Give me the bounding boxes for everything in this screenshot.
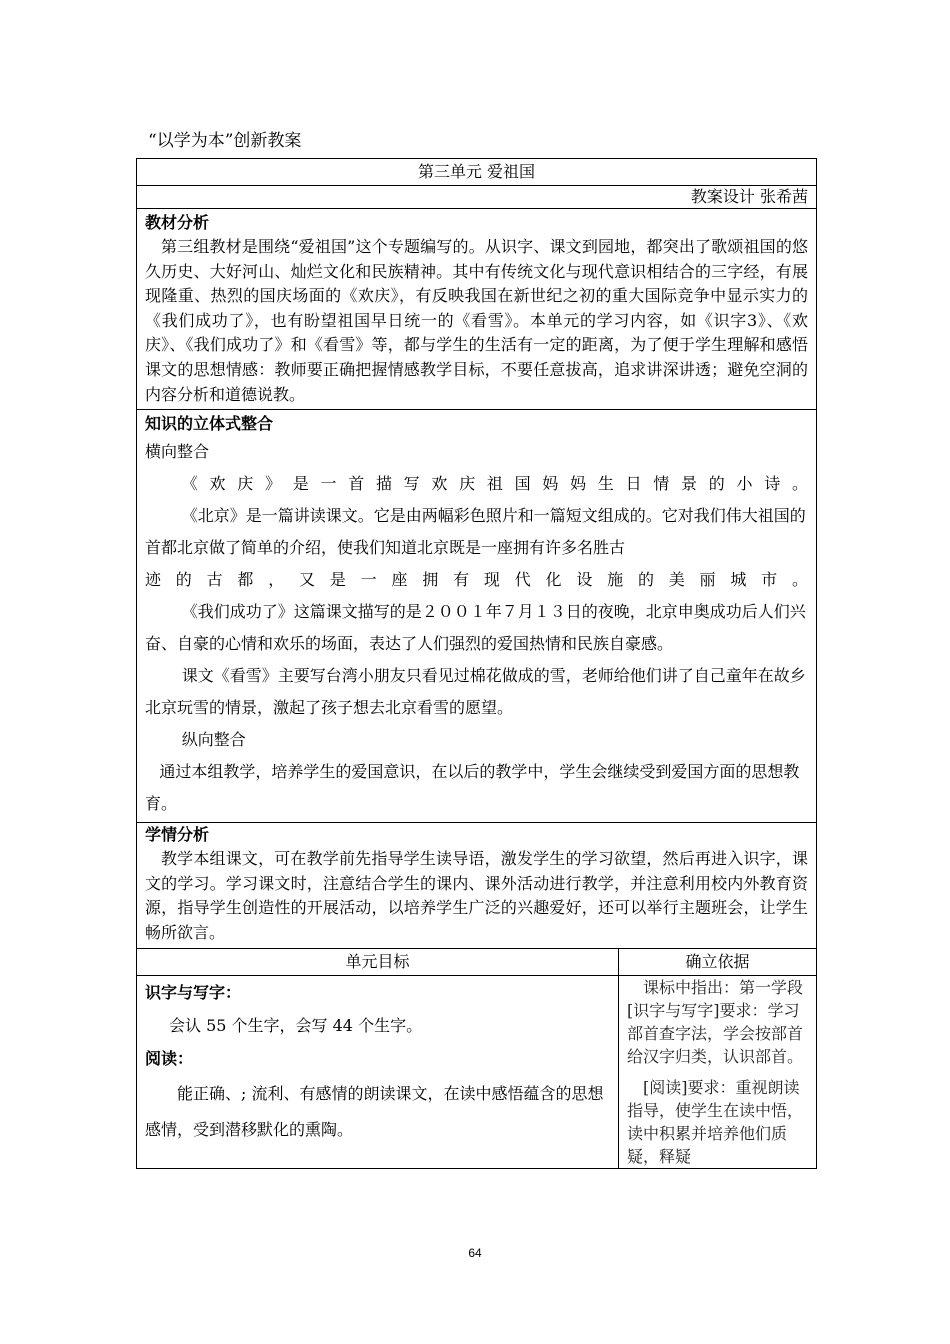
textbook-analysis-section xyxy=(137,209,817,410)
document-header-note: “以学为本”创新教案 xyxy=(148,131,302,151)
reading-text: 能正确、; 流利、有感情的朗读课文，在读中感悟蕴含的思想感情，受到潜移默化的熏陶。 xyxy=(145,1083,604,1139)
literacy-heading: 识字与写字： xyxy=(145,982,242,1002)
integration-section xyxy=(137,410,817,823)
horizontal-integration-label: 横向整合 xyxy=(145,442,210,462)
integration-paragraph-snow: 课文《看雪》主要写台湾小朋友只看见过棉花做成的雪，老师给他们讲了自己童年在故乡北京玩雪的情景，激起了孩子想去北京看雪的愿望。 xyxy=(145,666,806,718)
literacy-text: 会认 55 个生字，会写 44 个生字。 xyxy=(169,1015,423,1035)
learning-analysis-text: 教学本组课文，可在教学前先指导学生读导语，激发学生的学习欲望，然后再进入识字，课文的学习。学习课文时，注意结合学生的课内、课外活动进行教学，并注意利用校内外教育资源，指导学生创造性的开展活动，以培养学生广泛的兴趣爱好，还可以举行主题班会，让学生畅所欲言。 xyxy=(145,849,808,942)
reading-heading: 阅读： xyxy=(145,1048,194,1068)
integration-paragraph-beijing: 《北京》是一篇讲读课文。它是由两幅彩色照片和一篇短文组成的。它对我们伟大祖国的首都北京做了简单的介绍，使我们知道北京既是一座拥有许多名胜古 xyxy=(145,506,806,558)
integration-paragraph-vertical: 通过本组教学，培养学生的爱国意识，在以后的教学中，学生会继续受到爱国方面的思想教育。 xyxy=(145,762,800,814)
basis-reading: [阅读]要求：重视朗读指导，使学生在读中悟，读中积累并培养他们质疑，释疑 xyxy=(627,1077,804,1166)
vertical-integration-label: 纵向整合 xyxy=(181,730,246,750)
unit-goals-header: 单元目标 xyxy=(137,948,619,975)
learning-analysis-heading: 学情分析 xyxy=(145,825,210,845)
basis-cell xyxy=(619,975,817,1168)
basis-header: 确立依据 xyxy=(619,948,817,975)
textbook-analysis-text: 第三组教材是围绕“爱祖国”这个专题编写的。从识字、课文到园地，都突出了歌颂祖国的悠久历史、大好河山、灿烂文化和民族精神。其中有传统文化与现代意识相结合的三字经，有展现隆重、热烈的国庆场面的《欢庆》，有反映我国在新世纪之初的重大国际竞争中显示实力的《我们成功了》，也有盼望祖国早日统一的《看雪》。本单元的学习内容，如《识字3》、《欢庆》、《我们成功了》和《看雪》等，都与学生的生活有一定的距离，为了便于学生理解和感悟课文的思想情感：教师要正确把握情感教学目标，不要任意拔高，追求讲深讲透；避免空洞的内容分析和道德说教。 xyxy=(145,237,808,404)
lesson-plan-table xyxy=(136,158,817,1169)
integration-paragraph-huanqing: 《欢庆》是一首描写欢庆祖国妈妈生日情景的小诗。 xyxy=(181,474,808,494)
basis-literacy: 课标中指出：第一学段[识字与写字]要求：学习部首查字法，学会按部首给汉字归类，认识部首。 xyxy=(627,977,804,1066)
learning-analysis-section xyxy=(137,823,817,948)
integration-paragraph-beijing-end: 迹的古都，又是一座拥有现代化设施的美丽城市。 xyxy=(145,570,808,590)
designer-credit: 教案设计 张希茜 xyxy=(137,186,817,209)
integration-heading: 知识的立体式整合 xyxy=(145,414,274,434)
page-number: 64 xyxy=(468,1246,482,1260)
textbook-analysis-heading: 教材分析 xyxy=(145,213,210,232)
integration-paragraph-success: 《我们成功了》这篇课文描写的是２００１年７月１３日的夜晚，北京申奥成功后人们兴奋、自豪的心情和欢乐的场面，表达了人们强烈的爱国热情和民族自豪感。 xyxy=(145,602,806,654)
unit-goals-cell xyxy=(137,975,619,1168)
unit-title: 第三单元 爱祖国 xyxy=(137,159,817,186)
